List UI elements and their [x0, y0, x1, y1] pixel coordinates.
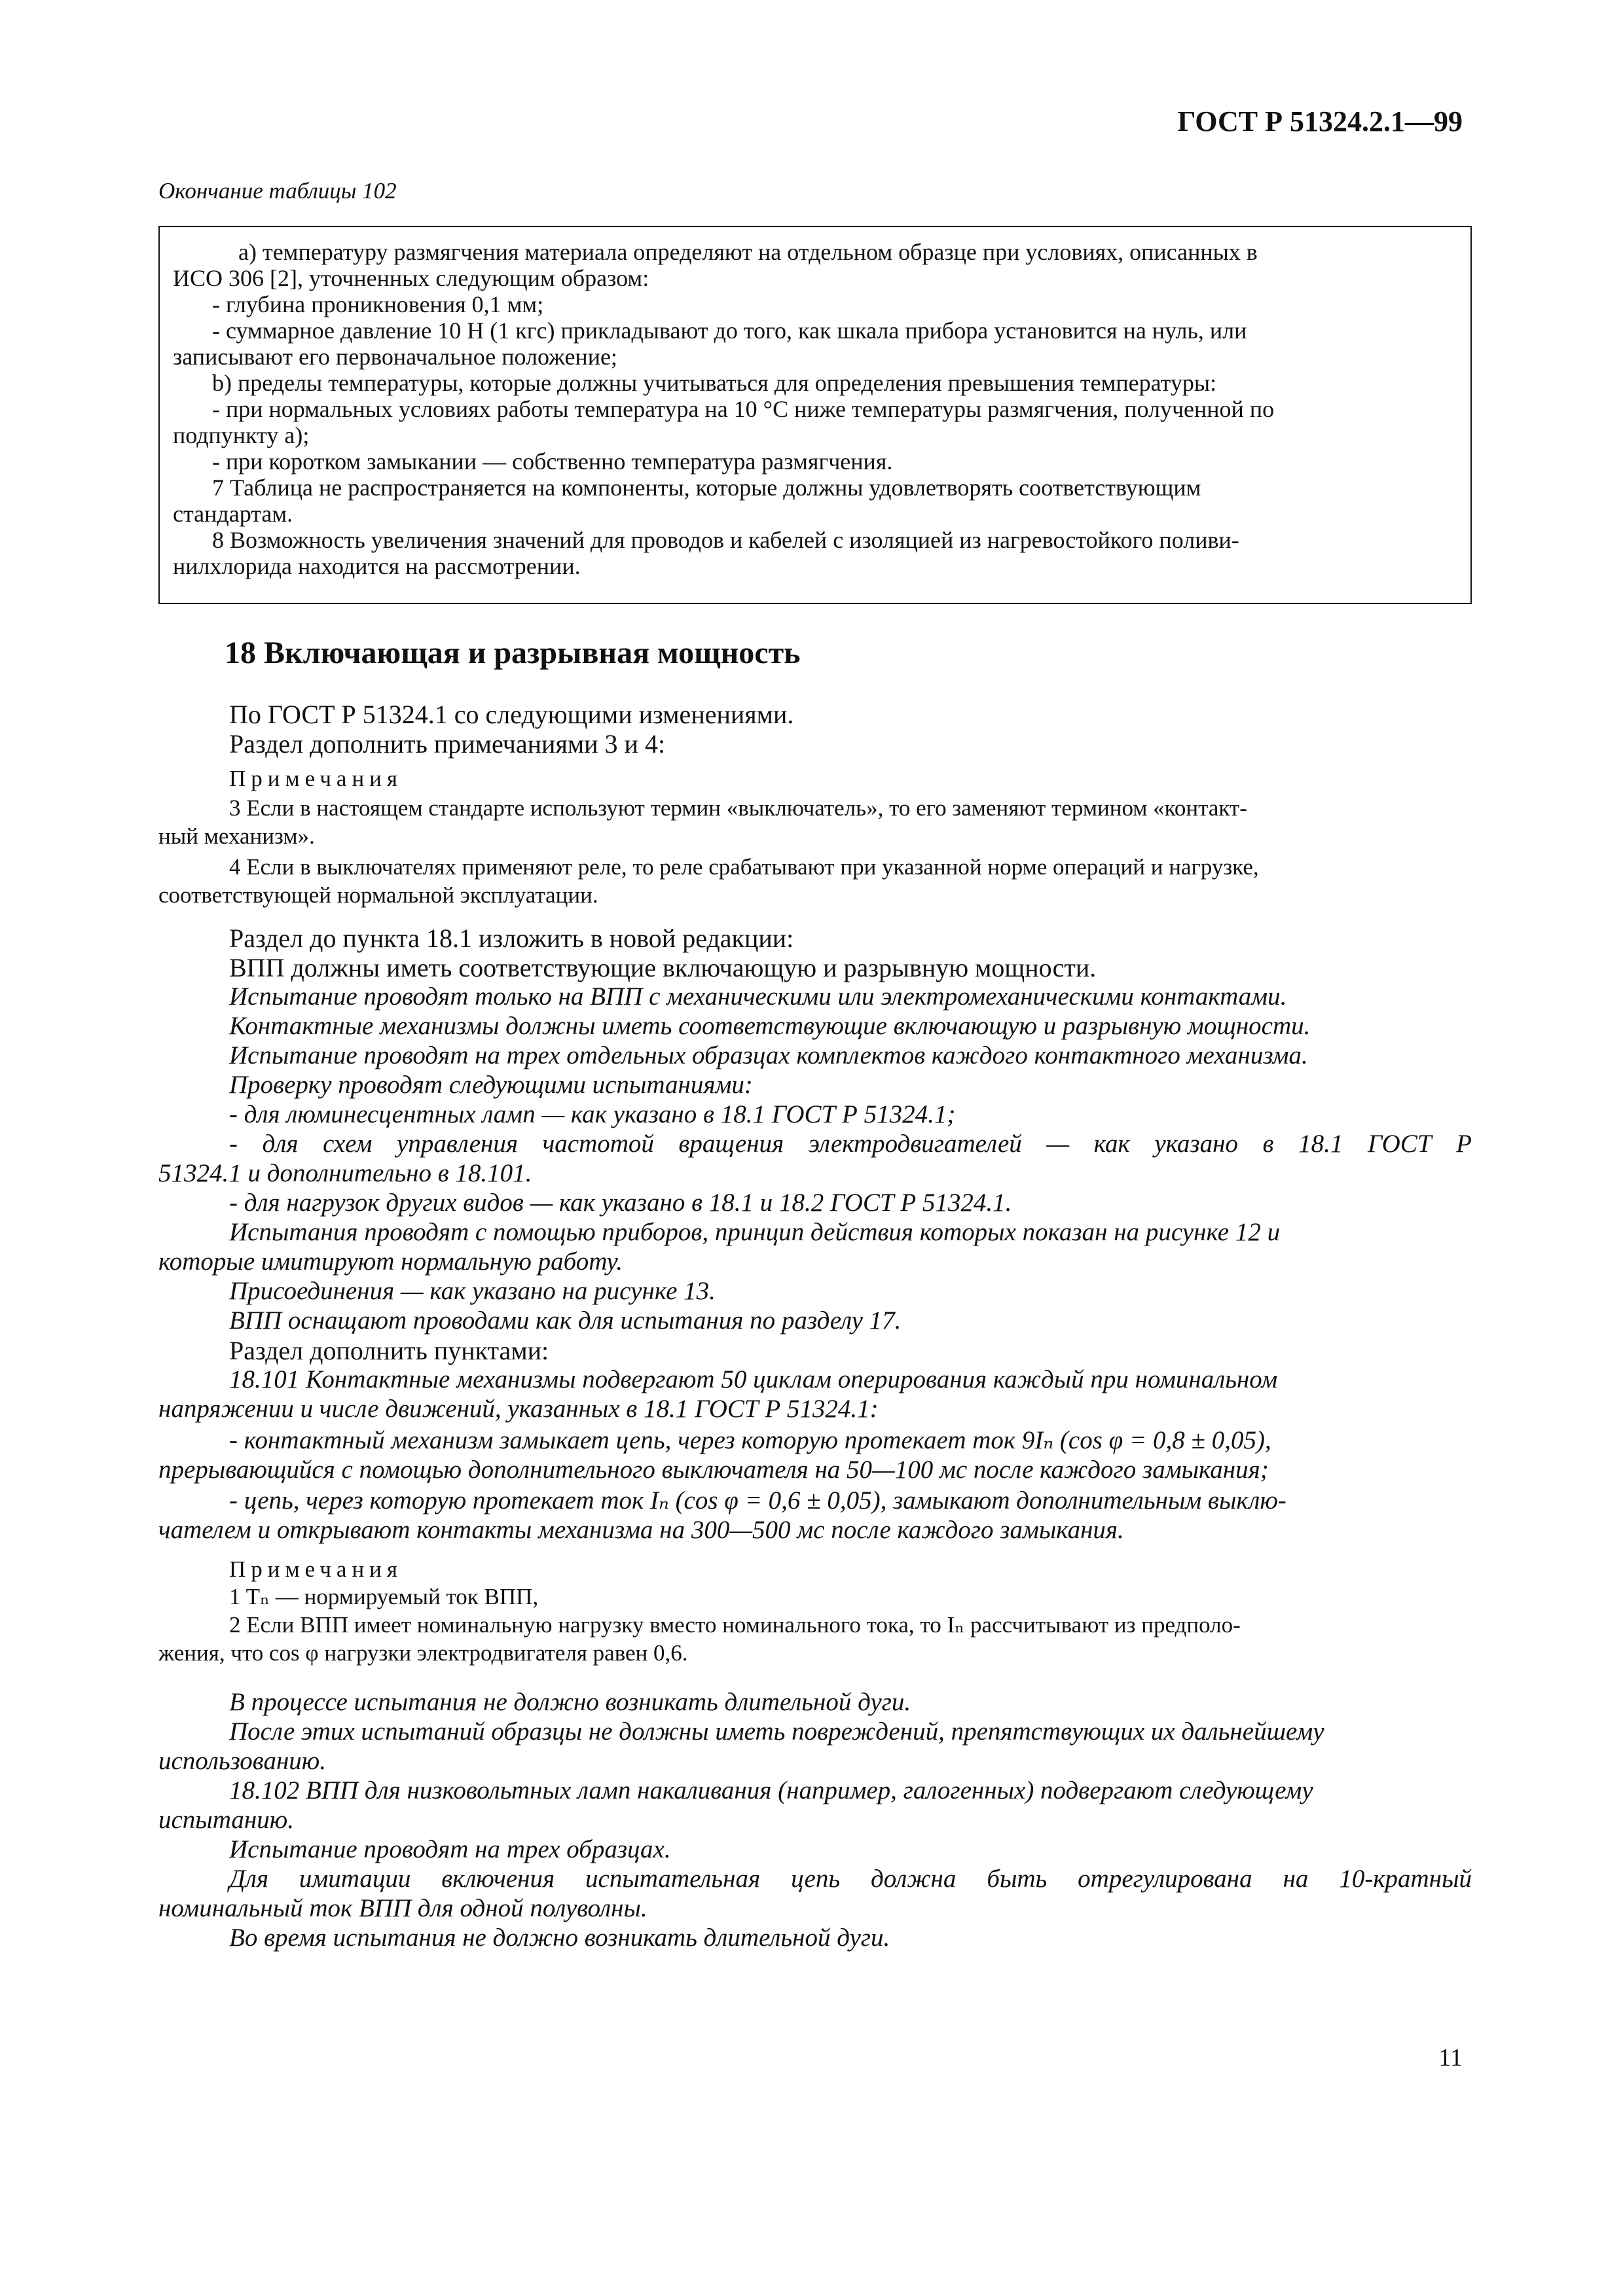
box-line: записывают его первоначальное положение; — [173, 344, 617, 370]
note-line: 3 Если в настоящем стандарте используют термин «выключатель», то его заменяют термином «контакт- — [229, 795, 1247, 821]
box-line: подпункту а); — [173, 422, 310, 448]
italic-line: Контактные механизмы должны иметь соответствующие включающую и разрывную мощности. — [229, 1012, 1311, 1040]
note-line: жения, что cos φ нагрузки электродвигателя равен 0,6. — [158, 1640, 688, 1666]
paragraph: Раздел до пункта 18.1 изложить в новой редакции: — [229, 924, 794, 953]
box-line: b) пределы температуры, которые должны учитываться для определения превышения температуры: — [212, 370, 1217, 396]
italic-line: Испытание проводят на трех образцах. — [229, 1835, 671, 1863]
box-line: - при нормальных условиях работы температура на 10 °С ниже температуры размягчения, полученной по — [212, 396, 1275, 422]
italic-line: Испытание проводят на трех отдельных образцах комплектов каждого контактного механизма. — [229, 1041, 1308, 1069]
notes-label: Примечания — [229, 1556, 403, 1582]
paragraph: ВПП должны иметь соответствующие включающую и разрывную мощности. — [229, 953, 1097, 982]
box-line: стандартам. — [173, 501, 293, 527]
note-line: 1 Tₙ — нормируемый ток ВПП, — [229, 1584, 539, 1609]
note-line: 2 Если ВПП имеет номинальную нагрузку вместо номинального тока, то Iₙ рассчитывают из предполо- — [229, 1612, 1241, 1638]
italic-line: - цепь, через которую протекает ток Iₙ (cos φ = 0,6 ± 0,05), замыкают дополнительным выклю- — [229, 1486, 1286, 1515]
italic-line: 18.102 ВПП для низковольтных ламп накаливания (например, галогенных) подвергают следующему — [229, 1776, 1313, 1804]
box-line: 8 Возможность увеличения значений для проводов и кабелей с изоляцией из нагревостойкого поливи- — [212, 527, 1239, 553]
italic-line: После этих испытаний образцы не должны иметь повреждений, препятствующих их дальнейшему — [229, 1717, 1324, 1746]
italic-line: - для нагрузок других видов — как указано в 18.1 и 18.2 ГОСТ Р 51324.1. — [229, 1189, 1012, 1217]
note-line: ный механизм». — [158, 823, 315, 849]
table-caption: Окончание таблицы 102 — [158, 178, 397, 204]
italic-line: Во время испытания не должно возникать длительной дуги. — [229, 1924, 890, 1952]
italic-line: 51324.1 и дополнительно в 18.101. — [158, 1159, 532, 1187]
paragraph: По ГОСТ Р 51324.1 со следующими изменениями. — [229, 700, 794, 729]
italic-line: Проверку проводят следующими испытаниями: — [229, 1071, 753, 1099]
italic-line: испытанию. — [158, 1806, 294, 1834]
italic-line: чателем и открывают контакты механизма на 300—500 мс после каждого замыкания. — [158, 1516, 1124, 1544]
box-line: - при коротком замыкании — собственно температура размягчения. — [212, 448, 893, 475]
italic-line: напряжении и числе движений, указанных в 18.1 ГОСТ Р 51324.1: — [158, 1395, 879, 1423]
page-number: 11 — [1438, 2044, 1463, 2072]
italic-line: Испытания проводят с помощью приборов, принцип действия которых показан на рисунке 12 и — [229, 1218, 1281, 1246]
box-line: - суммарное давление 10 Н (1 кгс) прикладывают до того, как шкала прибора установится на нуль, или — [212, 317, 1247, 344]
note-line: 4 Если в выключателях применяют реле, то реле срабатывают при указанной норме операций и нагрузке, — [229, 854, 1259, 880]
italic-line: номинальный ток ВПП для одной полуволны. — [158, 1894, 647, 1922]
italic-line: Присоединения — как указано на рисунке 13. — [229, 1277, 716, 1305]
note-line: соответствующей нормальной эксплуатации. — [158, 882, 598, 908]
section-title: 18 Включающая и разрывная мощность — [225, 636, 801, 670]
notes-label: Примечания — [229, 766, 403, 791]
document-code: ГОСТ Р 51324.2.1—99 — [1177, 105, 1463, 137]
italic-line: прерывающийся с помощью дополнительного выключателя на 50—100 мс после каждого замыкания; — [158, 1456, 1269, 1484]
italic-line: 18.101 Контактные механизмы подвергают 50 циклам оперирования каждый при номинальном — [229, 1365, 1278, 1393]
box-line: 7 Таблица не распространяется на компоненты, которые должны удовлетворять соответствующим — [212, 475, 1201, 501]
paragraph: Раздел дополнить пунктами: — [229, 1336, 549, 1365]
italic-line: ВПП оснащают проводами как для испытания по разделу 17. — [229, 1306, 902, 1335]
paragraph: Раздел дополнить примечаниями 3 и 4: — [229, 729, 666, 759]
italic-line: - для схем управления частотой вращения электродвигателей — как указано в 18.1 ГОСТ Р — [229, 1130, 1472, 1158]
box-line: нилхлорида находится на рассмотрении. — [173, 553, 581, 579]
italic-line: Испытание проводят только на ВПП с механическими или электромеханическими контактами. — [229, 982, 1287, 1011]
italic-line: - контактный механизм замыкает цепь, через которую протекает ток 9Iₙ (cos φ = 0,8 ± 0,05), — [229, 1426, 1271, 1454]
italic-line: Для имитации включения испытательная цепь должна быть отрегулирована на 10-кратный — [229, 1865, 1472, 1893]
italic-line: которые имитируют нормальную работу. — [158, 1247, 623, 1276]
italic-line: В процессе испытания не должно возникать длительной дуги. — [229, 1688, 911, 1716]
box-line: ИСО 306 [2], уточненных следующим образом: — [173, 265, 649, 291]
italic-line: использованию. — [158, 1747, 327, 1775]
box-line: - глубина проникновения 0,1 мм; — [212, 291, 544, 317]
box-line: а) температуру размягчения материала определяют на отдельном образце при условиях, описанных в — [238, 239, 1258, 265]
italic-line: - для люминесцентных ламп — как указано в 18.1 ГОСТ Р 51324.1; — [229, 1100, 956, 1128]
table-notes-box — [158, 226, 1472, 604]
